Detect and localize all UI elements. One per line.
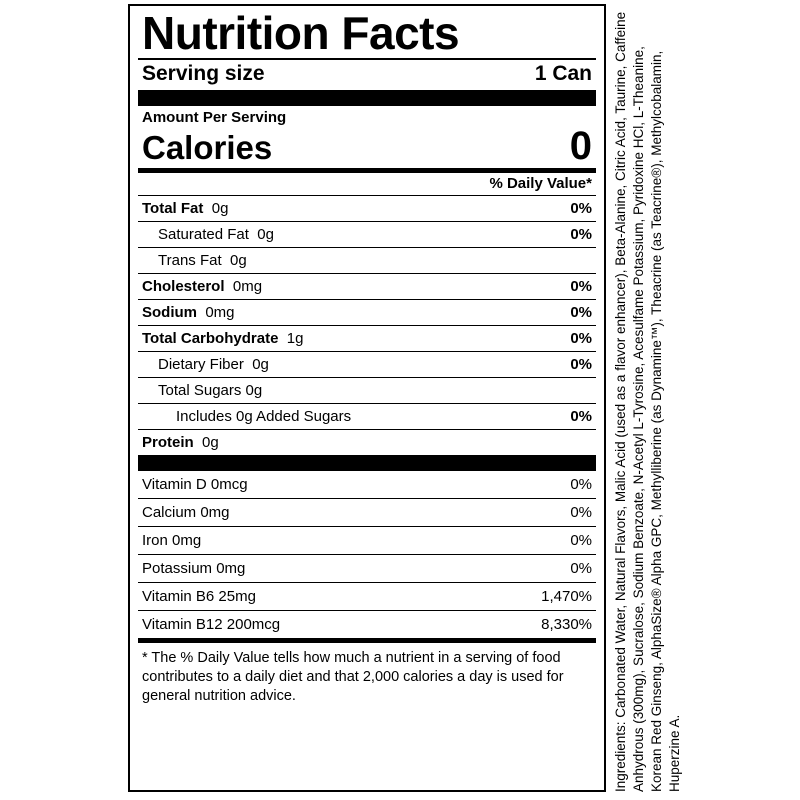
vitamin-dv: 8,330% <box>541 616 592 633</box>
vitamin-label: Vitamin D 0mcg <box>142 476 248 493</box>
nutrient-label: Cholesterol <box>142 278 225 295</box>
nutrient-row-protein <box>138 430 596 455</box>
nutrient-row-added-sugars <box>138 404 596 429</box>
nutrient-dv: 0% <box>570 356 592 373</box>
vitamin-dv: 0% <box>570 504 592 521</box>
vitamin-row-potassium <box>138 555 596 582</box>
nutrient-amount: 0mg <box>232 278 263 295</box>
amount-per-serving-label: Amount Per Serving <box>142 109 287 126</box>
nutrient-label: Dietary Fiber <box>158 356 244 373</box>
daily-value-footnote: * The % Daily Value tells how much a nutrient in a serving of food contributes to a daily diet and that 2,000 calories a day is used for general nutrition advice. <box>142 650 564 704</box>
nutrient-label: Saturated Fat <box>158 226 249 243</box>
nutrient-row-total-fat <box>138 196 596 221</box>
serving-size-value: 1 Can <box>534 62 592 85</box>
vitamin-row-calcium <box>138 499 596 526</box>
nutrient-row-total-sugars <box>138 378 596 403</box>
nutrient-label: Total Carbohydrate <box>142 330 279 347</box>
vitamin-label: Vitamin B12 200mcg <box>142 616 281 633</box>
nutrient-dv: 0% <box>570 408 592 425</box>
vitamin-label: Vitamin B6 25mg <box>142 588 256 605</box>
vitamin-row-vitamin-d <box>138 471 596 498</box>
calories-label: Calories <box>142 129 273 167</box>
nutrient-amount: 0g <box>252 356 269 373</box>
vitamin-dv: 1,470% <box>541 588 592 605</box>
vitamin-dv: 0% <box>570 560 592 577</box>
vitamin-label: Potassium 0mg <box>142 560 246 577</box>
calories-value: 0 <box>569 124 592 168</box>
nutrient-dv: 0% <box>570 304 592 321</box>
nutrient-row-sodium <box>138 300 596 325</box>
vitamin-row-iron <box>138 527 596 554</box>
nutrient-row-cholesterol <box>138 274 596 299</box>
nutrient-label: Trans Fat <box>158 252 222 269</box>
nutrient-row-total-carbohydrate <box>138 326 596 351</box>
nutrient-label: Protein <box>142 434 194 451</box>
daily-value-header: % Daily Value* <box>489 175 592 192</box>
vitamin-row-vitamin-b12 <box>138 611 596 638</box>
nutrient-dv: 0% <box>570 330 592 347</box>
nutrient-amount: 0mg <box>205 304 235 321</box>
nutrient-dv: 0% <box>570 226 592 243</box>
vitamin-label: Calcium 0mg <box>142 504 230 521</box>
nutrient-amount: 0g <box>229 252 247 269</box>
nutrient-amount: 1g <box>286 330 304 347</box>
nutrient-amount: 0g <box>202 434 219 451</box>
nutrient-row-saturated-fat <box>138 222 596 247</box>
vitamin-dv: 0% <box>570 476 592 493</box>
divider-thick-top <box>138 90 596 106</box>
vitamin-dv: 0% <box>570 532 592 549</box>
divider-thick-bottom <box>138 455 596 471</box>
ingredients-text: Ingredients: Carbonated Water, Natural Flavors, Malic Acid (used as a flavor enhancer), Beta-Alanine, Citric Acid, Taurine, Caffeine Anhydrous (300mg), Sucralose, Sodium Benzoate, N-Acetyl L-Tyrosine, Acesulfame Potassium, Pyridoxine HCl, L-Theanine, Korean Red Ginseng, AlphaSize® Alpha GPC, Methylliberine (as Dynamine™), Theacrine (as Teacrine®), Methylcobalamin, Huperzine A. <box>613 11 682 792</box>
calories-row <box>138 126 596 168</box>
nutrient-dv: 0% <box>570 278 592 295</box>
nutrient-dv: 0% <box>570 200 592 217</box>
serving-size-label: Serving size <box>142 62 265 85</box>
nutrient-amount: 0g <box>257 226 274 243</box>
nutrient-label: Total Sugars 0g <box>158 382 263 399</box>
nutrient-label: Includes 0g Added Sugars <box>176 408 352 425</box>
page-title: Nutrition Facts <box>142 7 460 59</box>
serving-size-row <box>138 60 596 90</box>
nutrition-facts-panel <box>128 4 606 792</box>
nutrient-amount: 0g <box>211 200 229 217</box>
nutrient-label: Total Fat <box>142 200 204 217</box>
nutrient-row-dietary-fiber <box>138 352 596 377</box>
nutrient-label: Sodium <box>142 304 197 321</box>
vitamin-label: Iron 0mg <box>142 532 202 549</box>
vitamin-row-vitamin-b6 <box>138 583 596 610</box>
ingredients-section <box>612 0 800 800</box>
nutrient-row-trans-fat <box>138 248 596 273</box>
